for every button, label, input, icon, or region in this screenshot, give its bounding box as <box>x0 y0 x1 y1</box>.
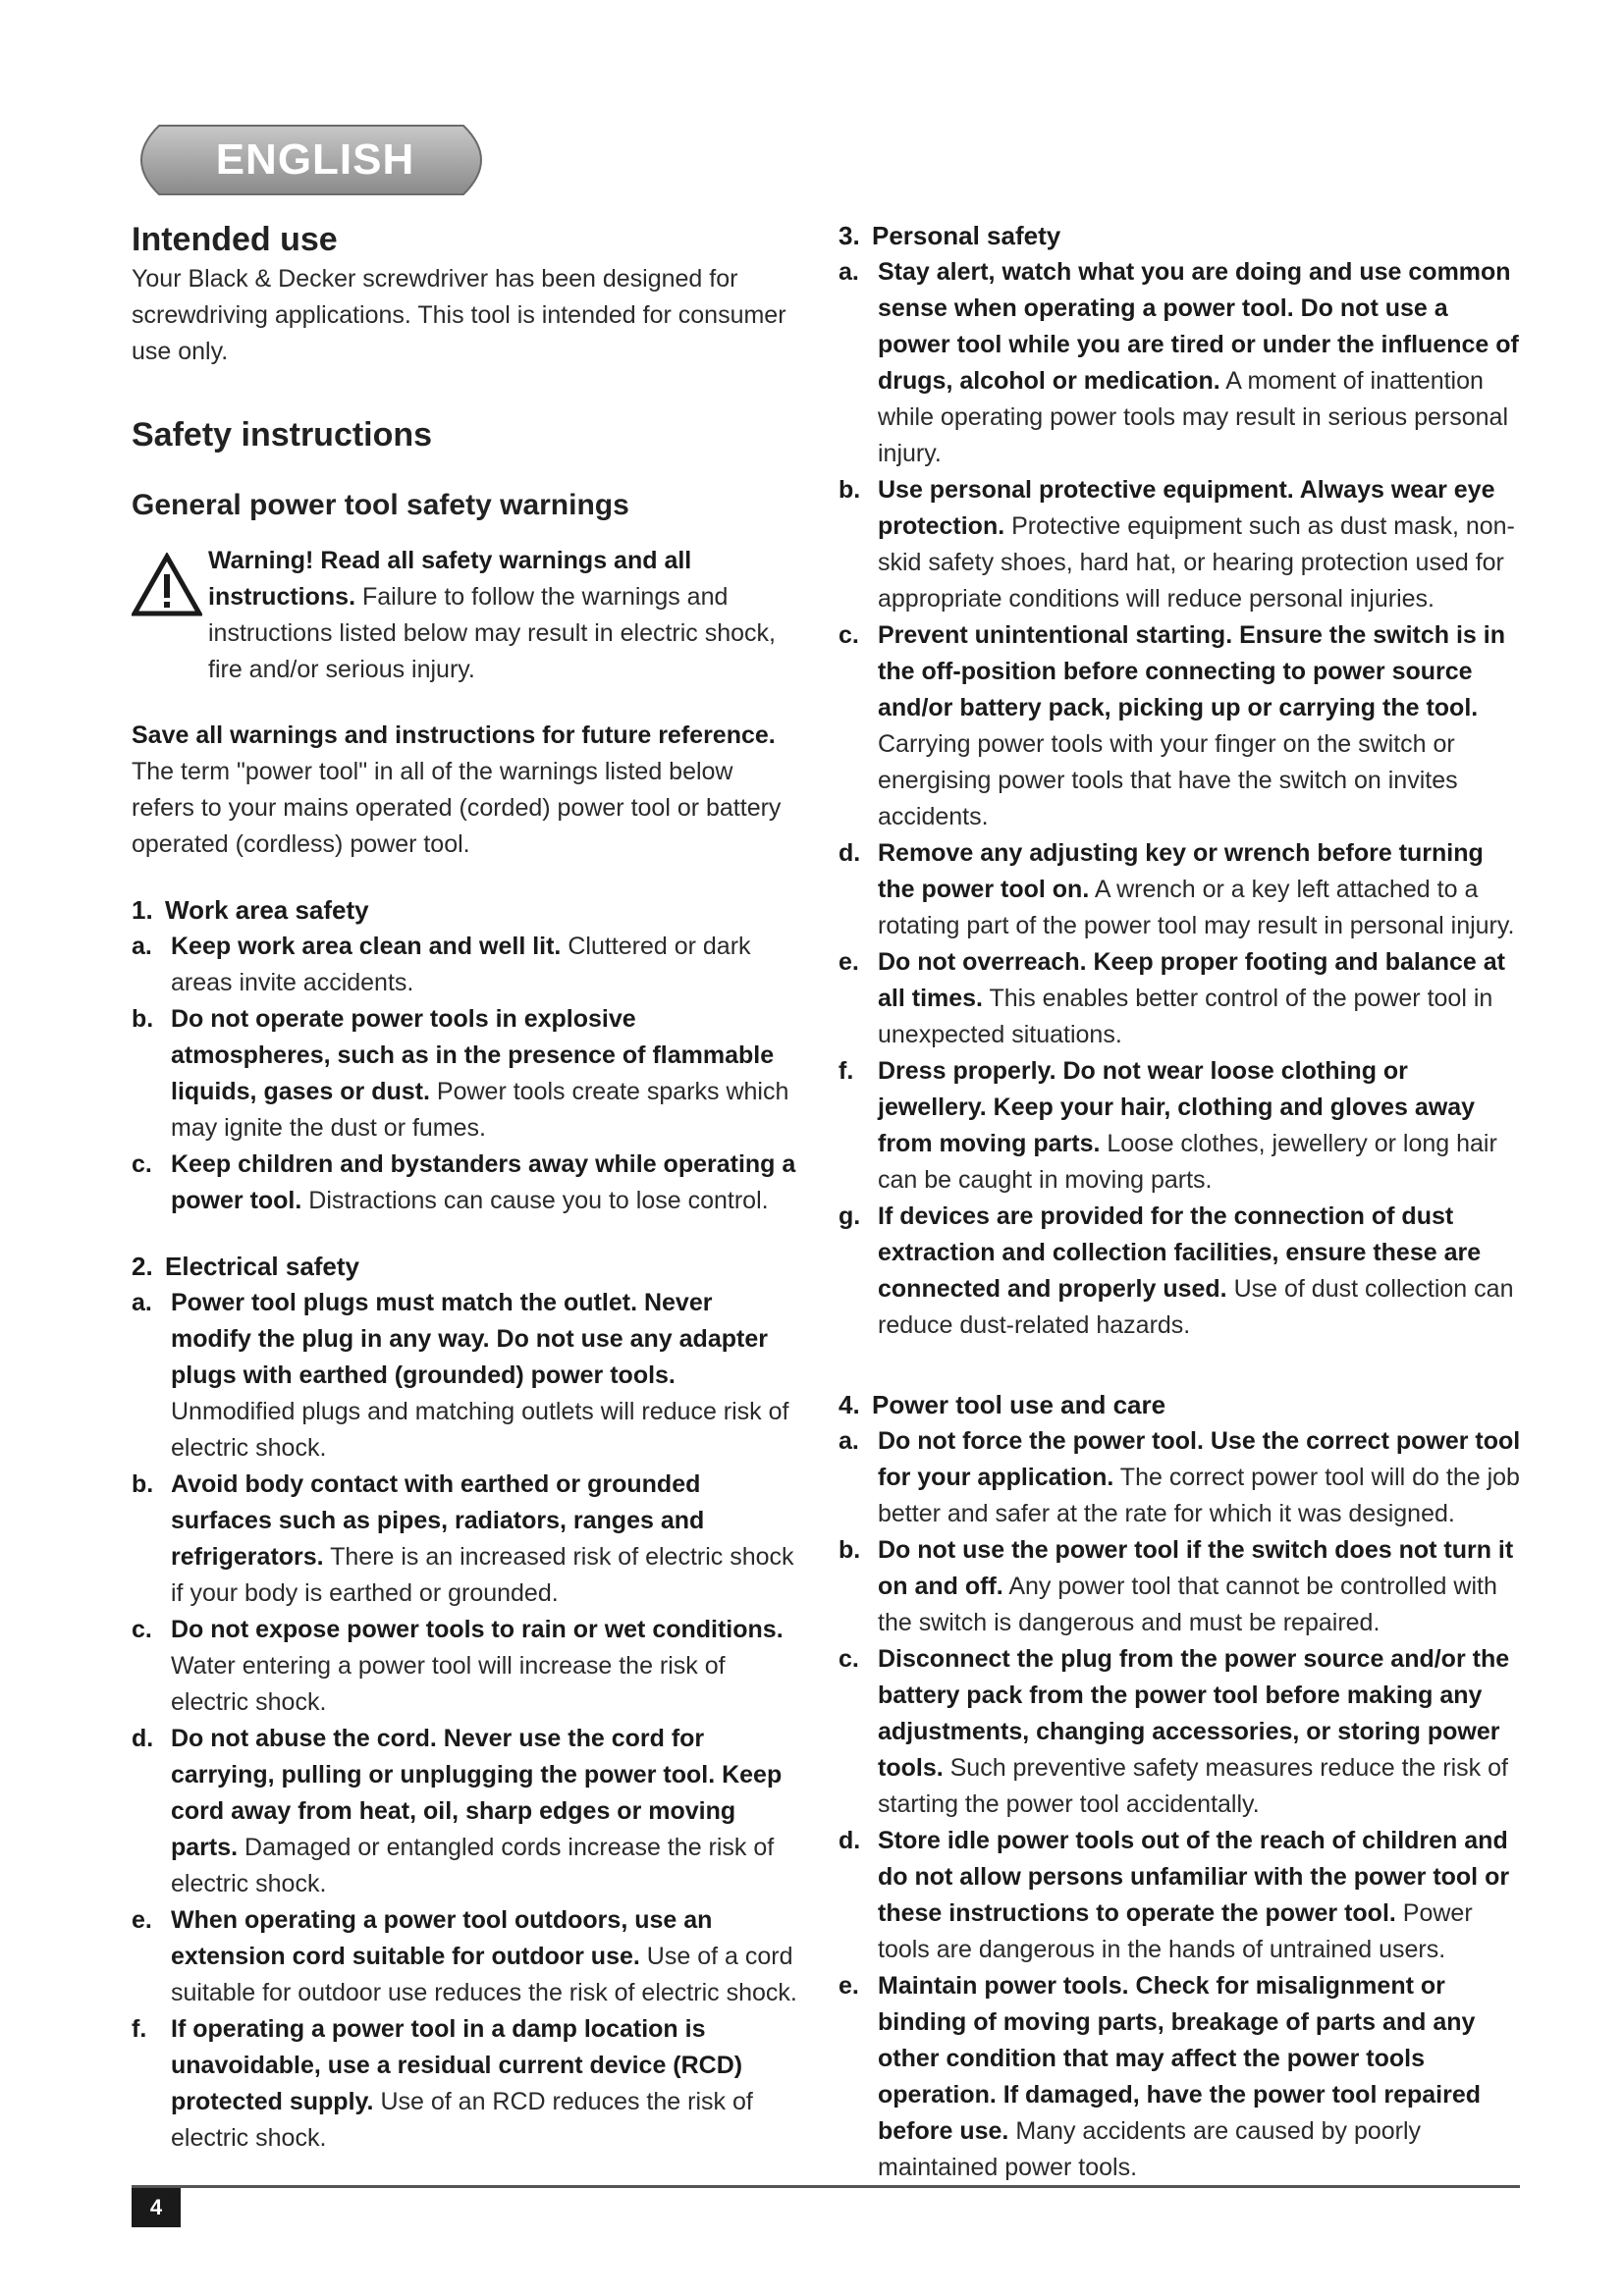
general-warnings-heading: General power tool safety warnings <box>132 489 629 521</box>
item-bold: Keep children and bystanders away while operating a power tool. <box>171 1150 796 1214</box>
item-text: Distractions can cause you to lose control. <box>308 1187 769 1214</box>
item-letter: c. <box>132 1616 152 1643</box>
item-letter: d. <box>839 839 861 867</box>
list-item <box>839 835 1521 944</box>
list-item <box>839 1053 1521 1199</box>
item-letter: a. <box>839 1427 859 1455</box>
item-bold: Maintain power tools. Check for misalignment or binding of moving parts, breakage of parts and any other condition that may affect the power tools operation. If damaged, have the power tool repaired before use. <box>878 1972 1482 2145</box>
list-item <box>132 1902 799 2011</box>
footer-rule <box>132 2185 1520 2188</box>
list-item <box>839 1532 1521 1641</box>
item-bold: Disconnect the plug from the power source and/or the battery pack from the power tool before making any adjustments, changing accessories, or storing power tools. <box>878 1645 1510 1782</box>
item-bold: Do not operate power tools in explosive atmospheres, such as in the presence of flammable liquids, gases or dust. <box>171 1005 775 1105</box>
item-text: Water entering a power tool will increase the risk of electric shock. <box>171 1652 726 1716</box>
item-bold: Do not expose power tools to rain or wet conditions. <box>171 1616 784 1643</box>
item-bold: Store idle power tools out of the reach of children and do not allow persons unfamiliar with the power tool or these instructions to operate the power tool. <box>878 1827 1510 1927</box>
language-label: ENGLISH <box>215 135 415 184</box>
section-title: Electrical safety <box>165 1252 360 1281</box>
item-bold: If operating a power tool in a damp location is unavoidable, use a residual current device (RCD) protected supply. <box>171 2015 743 2115</box>
item-bold: If devices are provided for the connection of dust extraction and collection facilities, ensure these are connected and properly used. <box>878 1202 1482 1303</box>
save-bold: Save all warnings and instructions for future reference. <box>132 721 776 749</box>
list-item <box>132 2011 799 2157</box>
item-text: The correct power tool will do the job better and safer at the rate for which it was designed. <box>878 1464 1520 1527</box>
item-letter: b. <box>839 1536 861 1564</box>
save-text: The term "power tool" in all of the warnings listed below refers to your mains operated (corded) power tool or battery operated (cordless) power tool. <box>132 758 782 858</box>
list-item <box>132 1467 799 1612</box>
list-item <box>839 1968 1521 2186</box>
item-letter: c. <box>839 621 859 649</box>
list-item <box>839 944 1521 1053</box>
item-text: Damaged or entangled cords increase the risk of electric shock. <box>171 1834 775 1897</box>
list-item <box>132 1721 799 1902</box>
item-letter: d. <box>839 1827 861 1854</box>
warning-paragraph <box>208 543 799 688</box>
item-letter: b. <box>839 476 861 504</box>
warning-text: Failure to follow the warnings and instructions listed below may result in electric shock, fire and/or serious injury. <box>208 583 777 683</box>
warning-block <box>132 543 799 688</box>
item-bold: Remove any adjusting key or wrench before turning the power tool on. <box>878 839 1484 903</box>
item-letter: b. <box>132 1470 154 1498</box>
item-text: A wrench or a key left attached to a rotating part of the power tool may result in personal injury. <box>878 876 1515 939</box>
list-item <box>839 1641 1521 1823</box>
item-letter: c. <box>132 1150 152 1178</box>
item-letter: e. <box>132 1906 152 1934</box>
page-number: 4 <box>132 2188 181 2227</box>
list-item <box>132 1285 799 1467</box>
section-heading <box>132 892 799 929</box>
item-bold: Stay alert, watch what you are doing and use common sense when operating a power tool. Do not use a power tool while you are tired or under the influence of drugs, alcohol or medication. <box>878 258 1519 395</box>
item-letter: f. <box>132 2015 147 2043</box>
list-item <box>132 1001 799 1147</box>
item-bold: Do not overreach. Keep proper footing and balance at all times. <box>878 948 1505 1012</box>
item-text: Carrying power tools with your finger on the switch or energising power tools that have the switch on invites accidents. <box>878 730 1458 830</box>
item-bold: When operating a power tool outdoors, use an extension cord suitable for outdoor use. <box>171 1906 713 1970</box>
item-text: Use of dust collection can reduce dust-related hazards. <box>878 1275 1514 1339</box>
section-number: 1. <box>132 895 153 925</box>
safety-instructions-heading: Safety instructions <box>132 416 433 454</box>
language-badge <box>130 122 501 198</box>
left-column <box>132 218 799 2157</box>
section-heading <box>839 218 1521 254</box>
item-bold: Power tool plugs must match the outlet. Never modify the plug in any way. Do not use any adapter plugs with earthed (grounded) power tools. <box>171 1289 768 1389</box>
list-item <box>132 1612 799 1721</box>
item-text: Loose clothes, jewellery or long hair can be caught in moving parts. <box>878 1130 1497 1194</box>
item-letter: b. <box>132 1005 154 1033</box>
item-text: Use of a cord suitable for outdoor use reduces the risk of electric shock. <box>171 1943 797 2006</box>
list-item <box>839 254 1521 472</box>
item-text: Protective equipment such as dust mask, non-skid safety shoes, hard hat, or hearing protection used for appropriate conditions will reduce personal injuries. <box>878 512 1515 613</box>
section-number: 4. <box>839 1390 860 1419</box>
list-item <box>132 1147 799 1219</box>
warning-triangle-icon <box>132 553 202 617</box>
item-letter: a. <box>132 1289 152 1316</box>
item-letter: a. <box>839 258 859 286</box>
section-number: 2. <box>132 1252 153 1281</box>
item-text: Power tools are dangerous in the hands of untrained users. <box>878 1899 1473 1963</box>
item-letter: c. <box>839 1645 859 1673</box>
item-bold: Do not force the power tool. Use the correct power tool for your application. <box>878 1427 1521 1491</box>
item-bold: Dress properly. Do not wear loose clothing or jewellery. Keep your hair, clothing and gloves away from moving parts. <box>878 1057 1476 1157</box>
item-text: Power tools create sparks which may ignite the dust or fumes. <box>171 1078 789 1142</box>
item-text: There is an increased risk of electric shock if your body is earthed or grounded. <box>171 1543 794 1607</box>
list-item <box>839 1823 1521 1968</box>
list-item <box>839 617 1521 835</box>
item-letter: d. <box>132 1725 154 1752</box>
item-letter: g. <box>839 1202 861 1230</box>
section-number: 3. <box>839 221 860 250</box>
list-item <box>132 929 799 1001</box>
item-text: Any power tool that cannot be controlled with the switch is dangerous and must be repaired. <box>878 1573 1497 1636</box>
item-bold: Do not abuse the cord. Never use the cord for carrying, pulling or unplugging the power tool. Keep cord away from heat, oil, sharp edges or moving parts. <box>171 1725 783 1861</box>
item-text: Many accidents are caused by poorly maintained power tools. <box>878 2117 1422 2181</box>
section-title: Work area safety <box>165 895 369 925</box>
item-letter: e. <box>839 948 859 976</box>
section-heading <box>132 1249 799 1285</box>
item-text: This enables better control of the power tool in unexpected situations. <box>878 985 1493 1048</box>
item-bold: Avoid body contact with earthed or grounded surfaces such as pipes, radiators, ranges and refrigerators. <box>171 1470 705 1571</box>
item-text: A moment of inattention while operating power tools may result in serious personal injury. <box>878 367 1508 467</box>
item-letter: e. <box>839 1972 859 2000</box>
item-bold: Use personal protective equipment. Always wear eye protection. <box>878 476 1495 540</box>
intended-use-text: Your Black & Decker screwdriver has been designed for screwdriving applications. This tool is intended for consumer use only. <box>132 265 786 365</box>
section-title: Power tool use and care <box>872 1390 1166 1419</box>
right-column <box>839 218 1521 2186</box>
save-paragraph <box>132 718 799 863</box>
item-text: Cluttered or dark areas invite accidents. <box>171 933 751 996</box>
intended-use-heading: Intended use <box>132 221 338 258</box>
section-title: Personal safety <box>872 221 1061 250</box>
item-bold: Prevent unintentional starting. Ensure the switch is in the off-position before connecting to power source and/or battery pack, picking up or carrying the tool. <box>878 621 1505 721</box>
item-text: Such preventive safety measures reduce the risk of starting the power tool accidentally. <box>878 1754 1508 1818</box>
list-item <box>839 1199 1521 1344</box>
list-item <box>839 1423 1521 1532</box>
item-letter: f. <box>839 1057 854 1085</box>
item-text: Unmodified plugs and matching outlets will reduce risk of electric shock. <box>171 1398 789 1462</box>
item-text: Use of an RCD reduces the risk of electric shock. <box>171 2088 753 2152</box>
item-bold: Do not use the power tool if the switch does not turn it on and off. <box>878 1536 1514 1600</box>
warning-bold: Warning! Read all safety warnings and all instructions. <box>208 547 692 611</box>
item-bold: Keep work area clean and well lit. <box>171 933 562 960</box>
item-letter: a. <box>132 933 152 960</box>
section-heading <box>839 1387 1521 1423</box>
list-item <box>839 472 1521 617</box>
